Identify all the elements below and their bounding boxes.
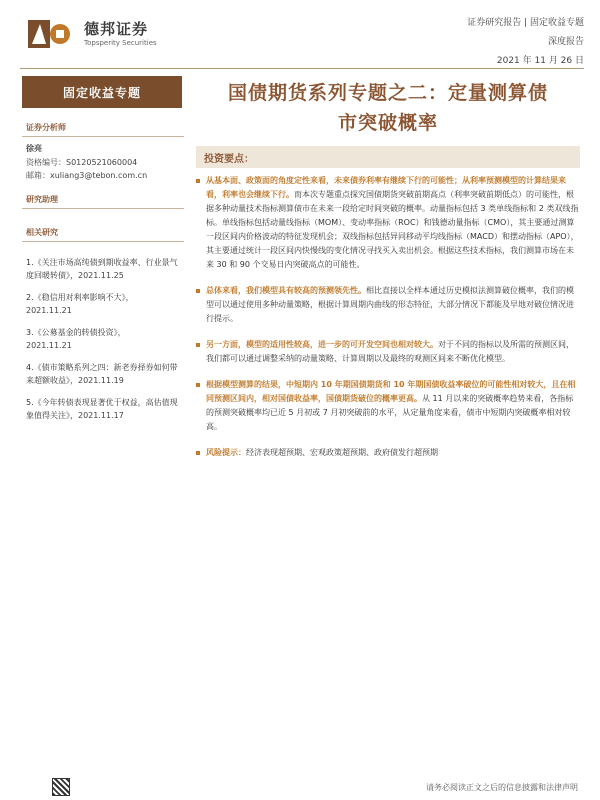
category-banner: 固定收益专题 (22, 76, 182, 108)
report-date: 2021 年 11 月 26 日 (496, 56, 584, 66)
page-footer (0, 768, 600, 800)
related-report-date: 2021.11.21 (26, 341, 72, 350)
related-report-date: 2021.11.21 (26, 306, 72, 315)
bullet-icon (196, 289, 200, 293)
cert-label: 资格编号： (26, 158, 66, 167)
related-report-date: 2021.11.19 (78, 376, 124, 385)
report-meta (467, 14, 584, 71)
header-divider (20, 68, 584, 69)
bullet-icon (196, 451, 200, 455)
key-point-text: 从 11 月以来的突破概率趋势来看，各指标的预测突破概率均已近 5 月初或 7 月初突破前的水平，从定量角度来看，债市中短期内突破概率相对较高。 (206, 394, 574, 431)
related-report-title: 1.《关注市场高纯债到期收益率、行业景气度回暖转债》， (26, 258, 178, 280)
related-report-item[interactable] (26, 326, 184, 352)
key-point-text: 相比直接以全样本通过历史模拟法测算破位概率，我们的模型可以通过使用多种动量策略，根据计算周期内曲线的形态特征，大部分情况下都能及早地对破位情况进行提示。 (206, 286, 574, 323)
related-report-title: 5.《今年转债表现显著优于权益，高估值现象值得关注》， (26, 398, 178, 420)
key-point-paragraph (196, 378, 580, 434)
email-link[interactable]: xuliang3@tebon.com.cn (50, 171, 148, 180)
analyst-section-heading: 证券分析师 (22, 118, 184, 137)
risk-warning (196, 446, 580, 460)
key-point-paragraph (196, 338, 580, 366)
sidebar (22, 118, 184, 431)
related-report-title: 3.《公募基金的转债投资》， (26, 328, 126, 337)
title-line-2: 市突破概率 (337, 112, 438, 134)
page-title (196, 78, 580, 138)
related-report-item[interactable] (26, 256, 184, 282)
assistant-section-heading: 研究助理 (22, 190, 184, 209)
key-point-paragraph (196, 284, 580, 326)
title-line-1: 国债期货系列专题之二：定量测算债 (227, 82, 548, 104)
related-report-item[interactable] (26, 291, 184, 317)
key-points-body (196, 174, 580, 472)
logo-text-cn: 德邦证券 (84, 19, 149, 38)
key-point-text: 而本次专题重点探究国债期货突破前期高点（利率突破前期低点）的可能性，根据多种动量技术指标测算债市在未来一段给定时间突破的概率。动量指标包括 3 类单线指标和 2 类双线指标。单线指标包括动量线指标（MOM）、变动率指标（ROC）和钱德动量指标（CMO），其主要通过测算一段区间内价格波动的特征发现机会；双线指标包括异同移动平均线指标（MACD）和摆动指标（APO），其主要通过统计一段区间内快慢线的变化情况寻找买入卖出机会。根据这些技术指标，我们测算市场在未来 30 和 90 个交易日内突破高点的可能性。 (206, 190, 579, 269)
related-section-heading: 相关研究 (22, 223, 184, 242)
related-report-title: 4.《债市策略系列之四：新老券择券如何带来超额收益》， (26, 363, 178, 385)
key-point-highlight: 从基本面、政策面的角度定性来看，未来债券利率有继续下行的可能性；从利率预测模型的计算结果来看，利率也会继续下行。 (206, 176, 566, 199)
bullet-icon (196, 179, 200, 183)
key-point-highlight: 另一方面，模型的适用性较高，进一步的可开发空间也相对较大。 (206, 340, 438, 349)
qr-code-icon (52, 778, 70, 796)
key-points-heading: 投资要点： (196, 146, 580, 168)
related-report-date: 2021.11.25 (78, 271, 124, 280)
key-point-highlight: 总体来看，我们模型具有较高的预测领先性。 (206, 286, 366, 295)
bullet-icon (196, 383, 200, 387)
key-point-paragraph (196, 174, 580, 272)
analyst-email (26, 169, 184, 182)
key-point-text: 对于不同的指标以及所需的预测区间，我们都可以通过调整采纳的动量策略、计算周期以及最终的观测区间来不断优化模型。 (206, 340, 574, 363)
logo-text-en: Topsperity Securities (84, 38, 157, 47)
analyst-cert (26, 156, 184, 169)
company-logo (26, 16, 157, 52)
risk-label: 风险提示： (206, 448, 246, 457)
related-report-item[interactable] (26, 361, 184, 387)
related-report-item[interactable] (26, 396, 184, 422)
risk-text: 经济表现超预期、宏观政策超预期、政府债发行超预期 (246, 448, 438, 457)
key-point-highlight: 根据模型测算的结果，中短期内 10 年期国债期货和 10 年期国债收益率破位的可能性相对较大，且在相同预测区间内，相对国债收益率，国债期货破位的概率更高。 (206, 380, 576, 403)
disclaimer-note: 请务必阅读正文之后的信息披露和法律声明 (426, 783, 578, 792)
logo-emblem-icon (26, 16, 78, 52)
email-label: 邮箱： (26, 171, 50, 180)
cert-number: S0120521060004 (66, 158, 138, 167)
report-depth: 深度报告 (547, 37, 584, 47)
report-type: 证券研究报告 | 固定收益专题 (467, 18, 584, 28)
related-report-date: 2021.11.17 (78, 411, 124, 420)
related-report-title: 2.《稳信用对利率影响不大》， (26, 293, 134, 302)
bullet-icon (196, 343, 200, 347)
analyst-name: 徐亮 (26, 144, 42, 153)
